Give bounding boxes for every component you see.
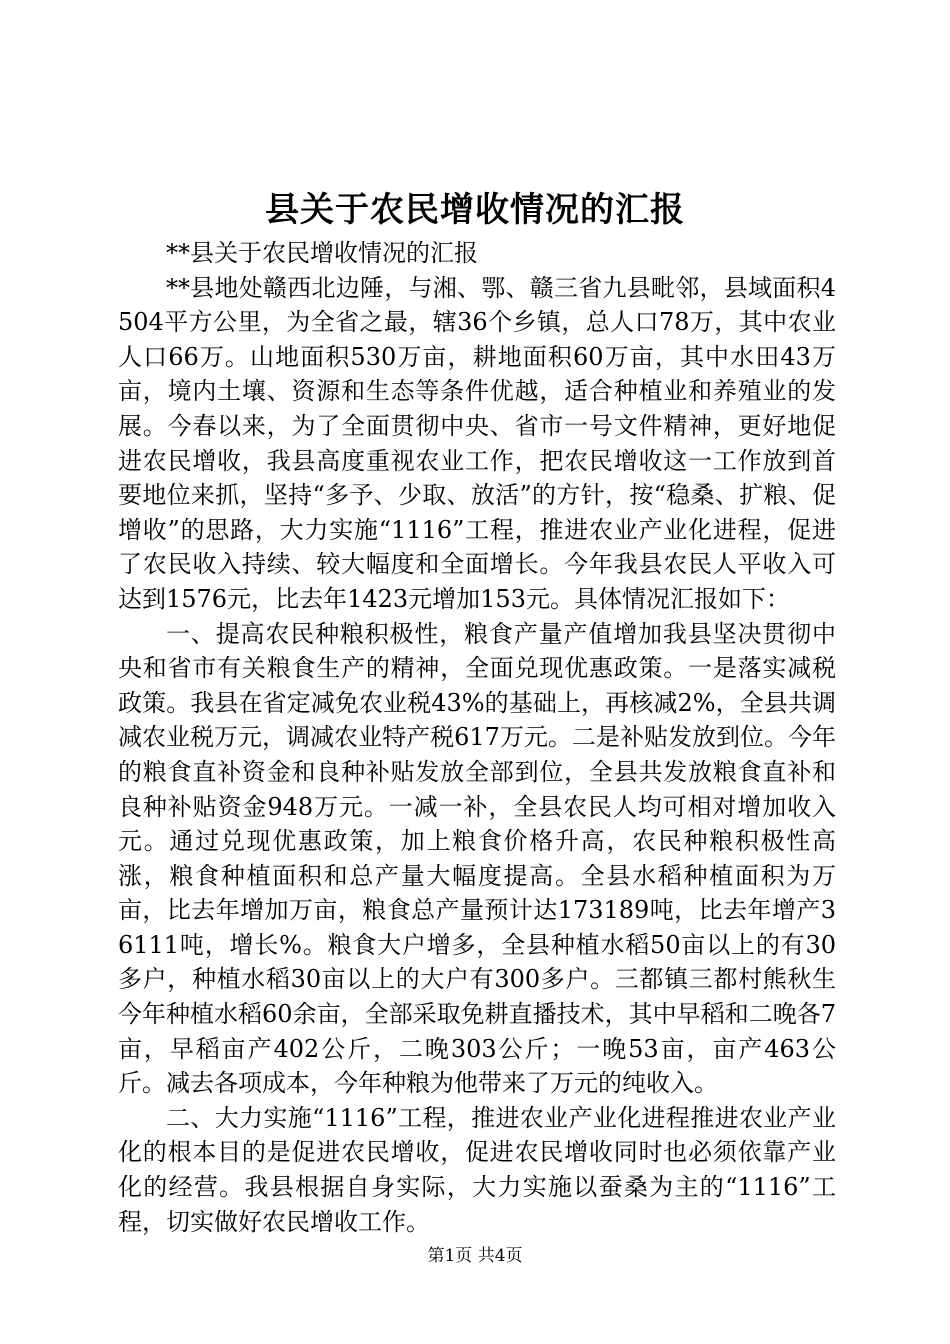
paragraph-heading: **县关于农民增收情况的汇报 bbox=[166, 239, 478, 267]
paragraph-section-one: 一、提高农民种粮积极性，粮食产量产值增加我县坚决贯彻中央和省市有关粮食生产的精神，全面兑现优惠政策。一是落实减税政策。我县在省定减免农业税43%的基础上，再核减2%，全县共调减农业税万元，调减农业特产税617万元。二是补贴发放到位。今年的粮食直补资金和良种补贴发放全部到位，全县共发放粮食直补和良种补贴资金948万元。一减一补，全县农民人均可相对增加收入元。通过兑现优惠政策，加上粮食价格升高，农民种粮积极性高涨，粮食种植面积和总产量大幅度提高。全县水稻种植面积为万亩，比去年增加万亩，粮食总产量预计达173189吨，比去年增产36111吨，增长%。粮食大户增多，全县种植水稻50亩以上的有30多户，种植水稻30亩以上的大户有300多户。三都镇三都村熊秋生今年种植水稻60余亩，全部采取免耕直播技术，其中早稻和二晚各7亩，早稻亩产402公斤，二晚303公斤；一晚53亩，亩产463公斤。减去各项成本，今年种粮为他带来了万元的纯收入。 bbox=[118, 619, 836, 1098]
paragraph-section-two: 二、大力实施“1116”工程，推进农业产业化进程推进农业产业化的根本目的是促进农民增收，促进农民增收同时也必须依靠产业化的经营。我县根据自身实际，大力实施以蚕桑为主的“1116”工程，切实做好农民增收工作。 bbox=[118, 1103, 836, 1236]
document-body bbox=[118, 236, 836, 1239]
paragraph-overview: **县地处赣西北边陲，与湘、鄂、赣三省九县毗邻，县域面积4504平方公里，为全省之最，辖36个乡镇，总人口78万，其中农业人口66万。山地面积530万亩，耕地面积60万亩，其中水田43万亩，境内土壤、资源和生态等条件优越，适合种植业和养殖业的发展。今春以来，为了全面贯彻中央、省市一号文件精神，更好地促进农民增收，我县高度重视农业工作，把农民增收这一工作放到首要地位来抓，坚持“多予、少取、放活”的方针，按“稳桑、扩粮、促增收”的思路，大力实施“1116”工程，推进农业产业化进程，促进了农民收入持续、较大幅度和全面增长。今年我县农民人平收入可达到1576元，比去年1423元增加153元。具体情况汇报如下： bbox=[118, 273, 836, 613]
document-title: 县关于农民增收情况的汇报 bbox=[265, 190, 685, 230]
page-number-footer: 第1页 共4页 bbox=[427, 1246, 523, 1266]
